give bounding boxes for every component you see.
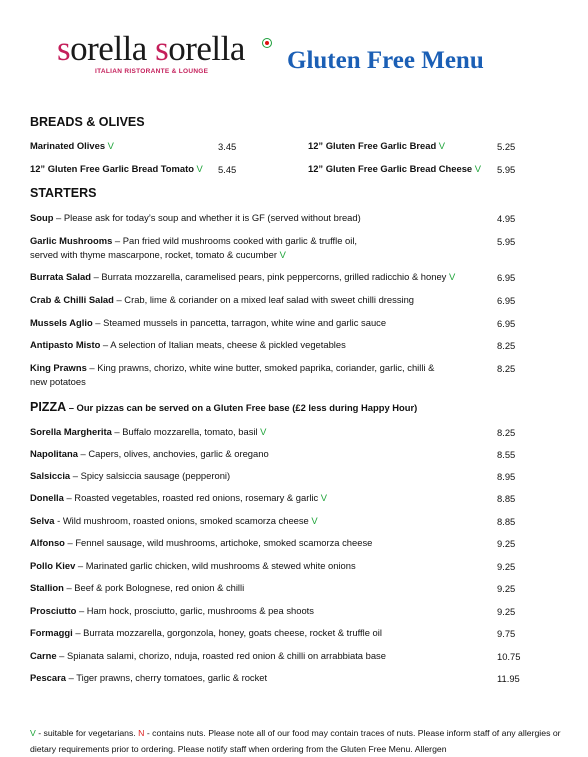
menu-item <box>30 604 314 618</box>
item-name: Donella <box>30 492 64 503</box>
item-price: 11.95 <box>497 673 520 684</box>
pizza-heading: PIZZA <box>30 400 67 414</box>
nuts-mark: N <box>138 728 145 738</box>
menu-item <box>30 338 346 352</box>
item-name: Stallion <box>30 582 64 593</box>
menu-item <box>30 293 414 307</box>
item-description: – Tiger prawns, cherry tomatoes, garlic & rocket <box>65 672 268 683</box>
vegetarian-mark: V <box>107 140 114 151</box>
item-name: Crab & Chilli Salad <box>30 294 114 305</box>
vegetarian-mark: V <box>438 140 446 151</box>
item-name: Selva <box>30 515 55 526</box>
menu-item <box>30 447 269 461</box>
menu-item <box>30 559 356 573</box>
item-name: Pollo Kiev <box>30 560 76 571</box>
item-price: 9.25 <box>497 538 516 549</box>
menu-item <box>30 162 203 176</box>
item-name: Pescara <box>30 672 66 683</box>
item-price: 5.95 <box>497 164 516 175</box>
item-name: Soup <box>30 212 54 223</box>
vegetarian-mark: V <box>311 515 318 526</box>
logo-letter: s <box>57 29 71 68</box>
item-price: 5.95 <box>497 236 516 247</box>
logo-text: orella <box>168 29 245 68</box>
item-price: 9.25 <box>497 606 516 617</box>
menu-item <box>30 234 357 262</box>
item-name: Napolitana <box>30 448 78 459</box>
section-heading-starters: STARTERS <box>30 186 97 200</box>
menu-item <box>30 270 455 284</box>
item-price: 10.75 <box>497 651 521 662</box>
item-name: Alfonso <box>30 537 65 548</box>
item-price: 8.85 <box>497 493 516 504</box>
footer-text: - contains nuts. Please note all of our food may contain traces of nuts. Please inform staff of any allergies or dietary requirements prior to ordering. Please notify staff when ordering from the Gluten Free Menu. Allergen <box>30 728 561 754</box>
item-description: served with thyme mascarpone, rocket, tomato & cucumber <box>30 249 280 260</box>
item-description: – Burrata mozzarella, gorgonzola, honey, goats cheese, rocket & truffle oil <box>72 627 382 638</box>
menu-item <box>30 425 266 439</box>
item-name: Formaggi <box>30 627 73 638</box>
footer-note <box>30 725 575 757</box>
vegetarian-mark: V <box>474 163 482 174</box>
item-name: 12” Gluten Free Garlic Bread Tomato <box>30 163 194 174</box>
item-price: 6.95 <box>497 295 516 306</box>
logo-subtitle: ITALIAN RISTORANTE & LOUNGE <box>95 68 209 75</box>
item-description: – Crab, lime & coriander on a mixed leaf salad with sweet chilli dressing <box>113 294 415 305</box>
item-description: – Buffalo mozzarella, tomato, basil <box>111 426 261 437</box>
item-price: 9.25 <box>497 583 516 594</box>
logo-heart-icon <box>262 38 272 48</box>
item-description: – Marinated garlic chicken, wild mushrooms & stewed white onions <box>75 560 356 571</box>
vegetarian-mark: V <box>196 163 203 174</box>
footer-text: - suitable for vegetarians. <box>35 728 139 738</box>
item-price: 8.95 <box>497 471 516 482</box>
item-description: – Please ask for today’s soup and whether it is GF (served without bread) <box>53 212 361 223</box>
item-name: Antipasto Misto <box>30 339 101 350</box>
item-price: 3.45 <box>218 141 237 152</box>
menu-item <box>30 514 318 528</box>
menu-item <box>30 139 114 153</box>
item-price: 8.85 <box>497 516 516 527</box>
menu-item <box>30 536 372 550</box>
menu-item <box>308 162 481 176</box>
menu-item <box>30 491 327 505</box>
item-description: – Roasted vegetables, roasted red onions, rosemary & garlic <box>63 492 321 503</box>
item-name: Marinated Olives <box>30 140 106 151</box>
item-name: Burrata Salad <box>30 271 91 282</box>
item-price: 6.95 <box>497 318 516 329</box>
logo <box>57 29 245 68</box>
logo-letter: s <box>155 29 169 68</box>
menu-item <box>30 671 267 685</box>
item-price: 4.95 <box>497 213 516 224</box>
item-description: – Spianata salami, chorizo, nduja, roasted red onion & chilli on arrabbiata base <box>56 650 386 661</box>
item-description: - Wild mushroom, roasted onions, smoked scamorza cheese <box>54 515 312 526</box>
item-name: Mussels Aglio <box>30 317 93 328</box>
item-price: 5.45 <box>218 164 237 175</box>
section-heading-breads: BREADS & OLIVES <box>30 115 145 129</box>
item-name: King Prawns <box>30 362 87 373</box>
item-name: Prosciutto <box>30 605 77 616</box>
menu-item <box>30 626 382 640</box>
menu-item <box>30 469 230 483</box>
item-description: – Burrata mozzarella, caramelised pears, pink peppercorns, grilled radicchio & honey <box>90 271 449 282</box>
item-price: 6.95 <box>497 272 516 283</box>
item-description: new potatoes <box>30 376 86 387</box>
menu-item <box>30 361 434 389</box>
item-price: 8.25 <box>497 427 516 438</box>
section-heading-pizza <box>30 400 417 414</box>
menu-item <box>30 316 386 330</box>
item-price: 8.25 <box>497 340 516 351</box>
item-name: 12” Gluten Free Garlic Bread <box>308 140 437 151</box>
item-description: – Capers, olives, anchovies, garlic & oregano <box>77 448 269 459</box>
item-description: – Ham hock, prosciutto, garlic, mushrooms & pea shoots <box>76 605 314 616</box>
item-price: 5.25 <box>497 141 516 152</box>
item-description: – Fennel sausage, wild mushrooms, artichoke, smoked scamorza cheese <box>64 537 373 548</box>
page-title: Gluten Free Menu <box>287 47 484 74</box>
item-description: – Spicy salsiccia sausage (pepperoni) <box>70 470 231 481</box>
item-price: 9.75 <box>497 628 516 639</box>
item-price: 8.55 <box>497 449 516 460</box>
item-description: – King prawns, chorizo, white wine butter, smoked paprika, coriander, garlic, chilli & <box>86 362 435 373</box>
menu-item <box>30 581 244 595</box>
vegetarian-mark: V <box>448 271 456 282</box>
menu-item <box>308 139 445 153</box>
vegetarian-mark: V <box>260 426 267 437</box>
menu-item <box>30 649 386 663</box>
menu-item <box>30 211 361 225</box>
pizza-note: – Our pizzas can be served on a Gluten Free base (£2 less during Happy Hour) <box>66 402 418 413</box>
item-description: – Steamed mussels in pancetta, tarragon, white wine and garlic sauce <box>92 317 387 328</box>
vegetarian-mark: V <box>279 249 286 260</box>
item-name: Sorella Margherita <box>30 426 112 437</box>
item-name: Carne <box>30 650 57 661</box>
item-name: 12” Gluten Free Garlic Bread Cheese <box>308 163 473 174</box>
item-name: Garlic Mushrooms <box>30 235 113 246</box>
item-price: 8.25 <box>497 363 516 374</box>
item-name: Salsiccia <box>30 470 71 481</box>
vegetarian-mark: V <box>320 492 328 503</box>
logo-text: orella <box>70 29 156 68</box>
item-description: – A selection of Italian meats, cheese & pickled vegetables <box>100 339 346 350</box>
vegetarian-mark: V <box>30 728 36 738</box>
item-price: 9.25 <box>497 561 516 572</box>
item-description: – Pan fried wild mushrooms cooked with garlic & truffle oil, <box>112 235 358 246</box>
item-description: – Beef & pork Bolognese, red onion & chilli <box>63 582 245 593</box>
